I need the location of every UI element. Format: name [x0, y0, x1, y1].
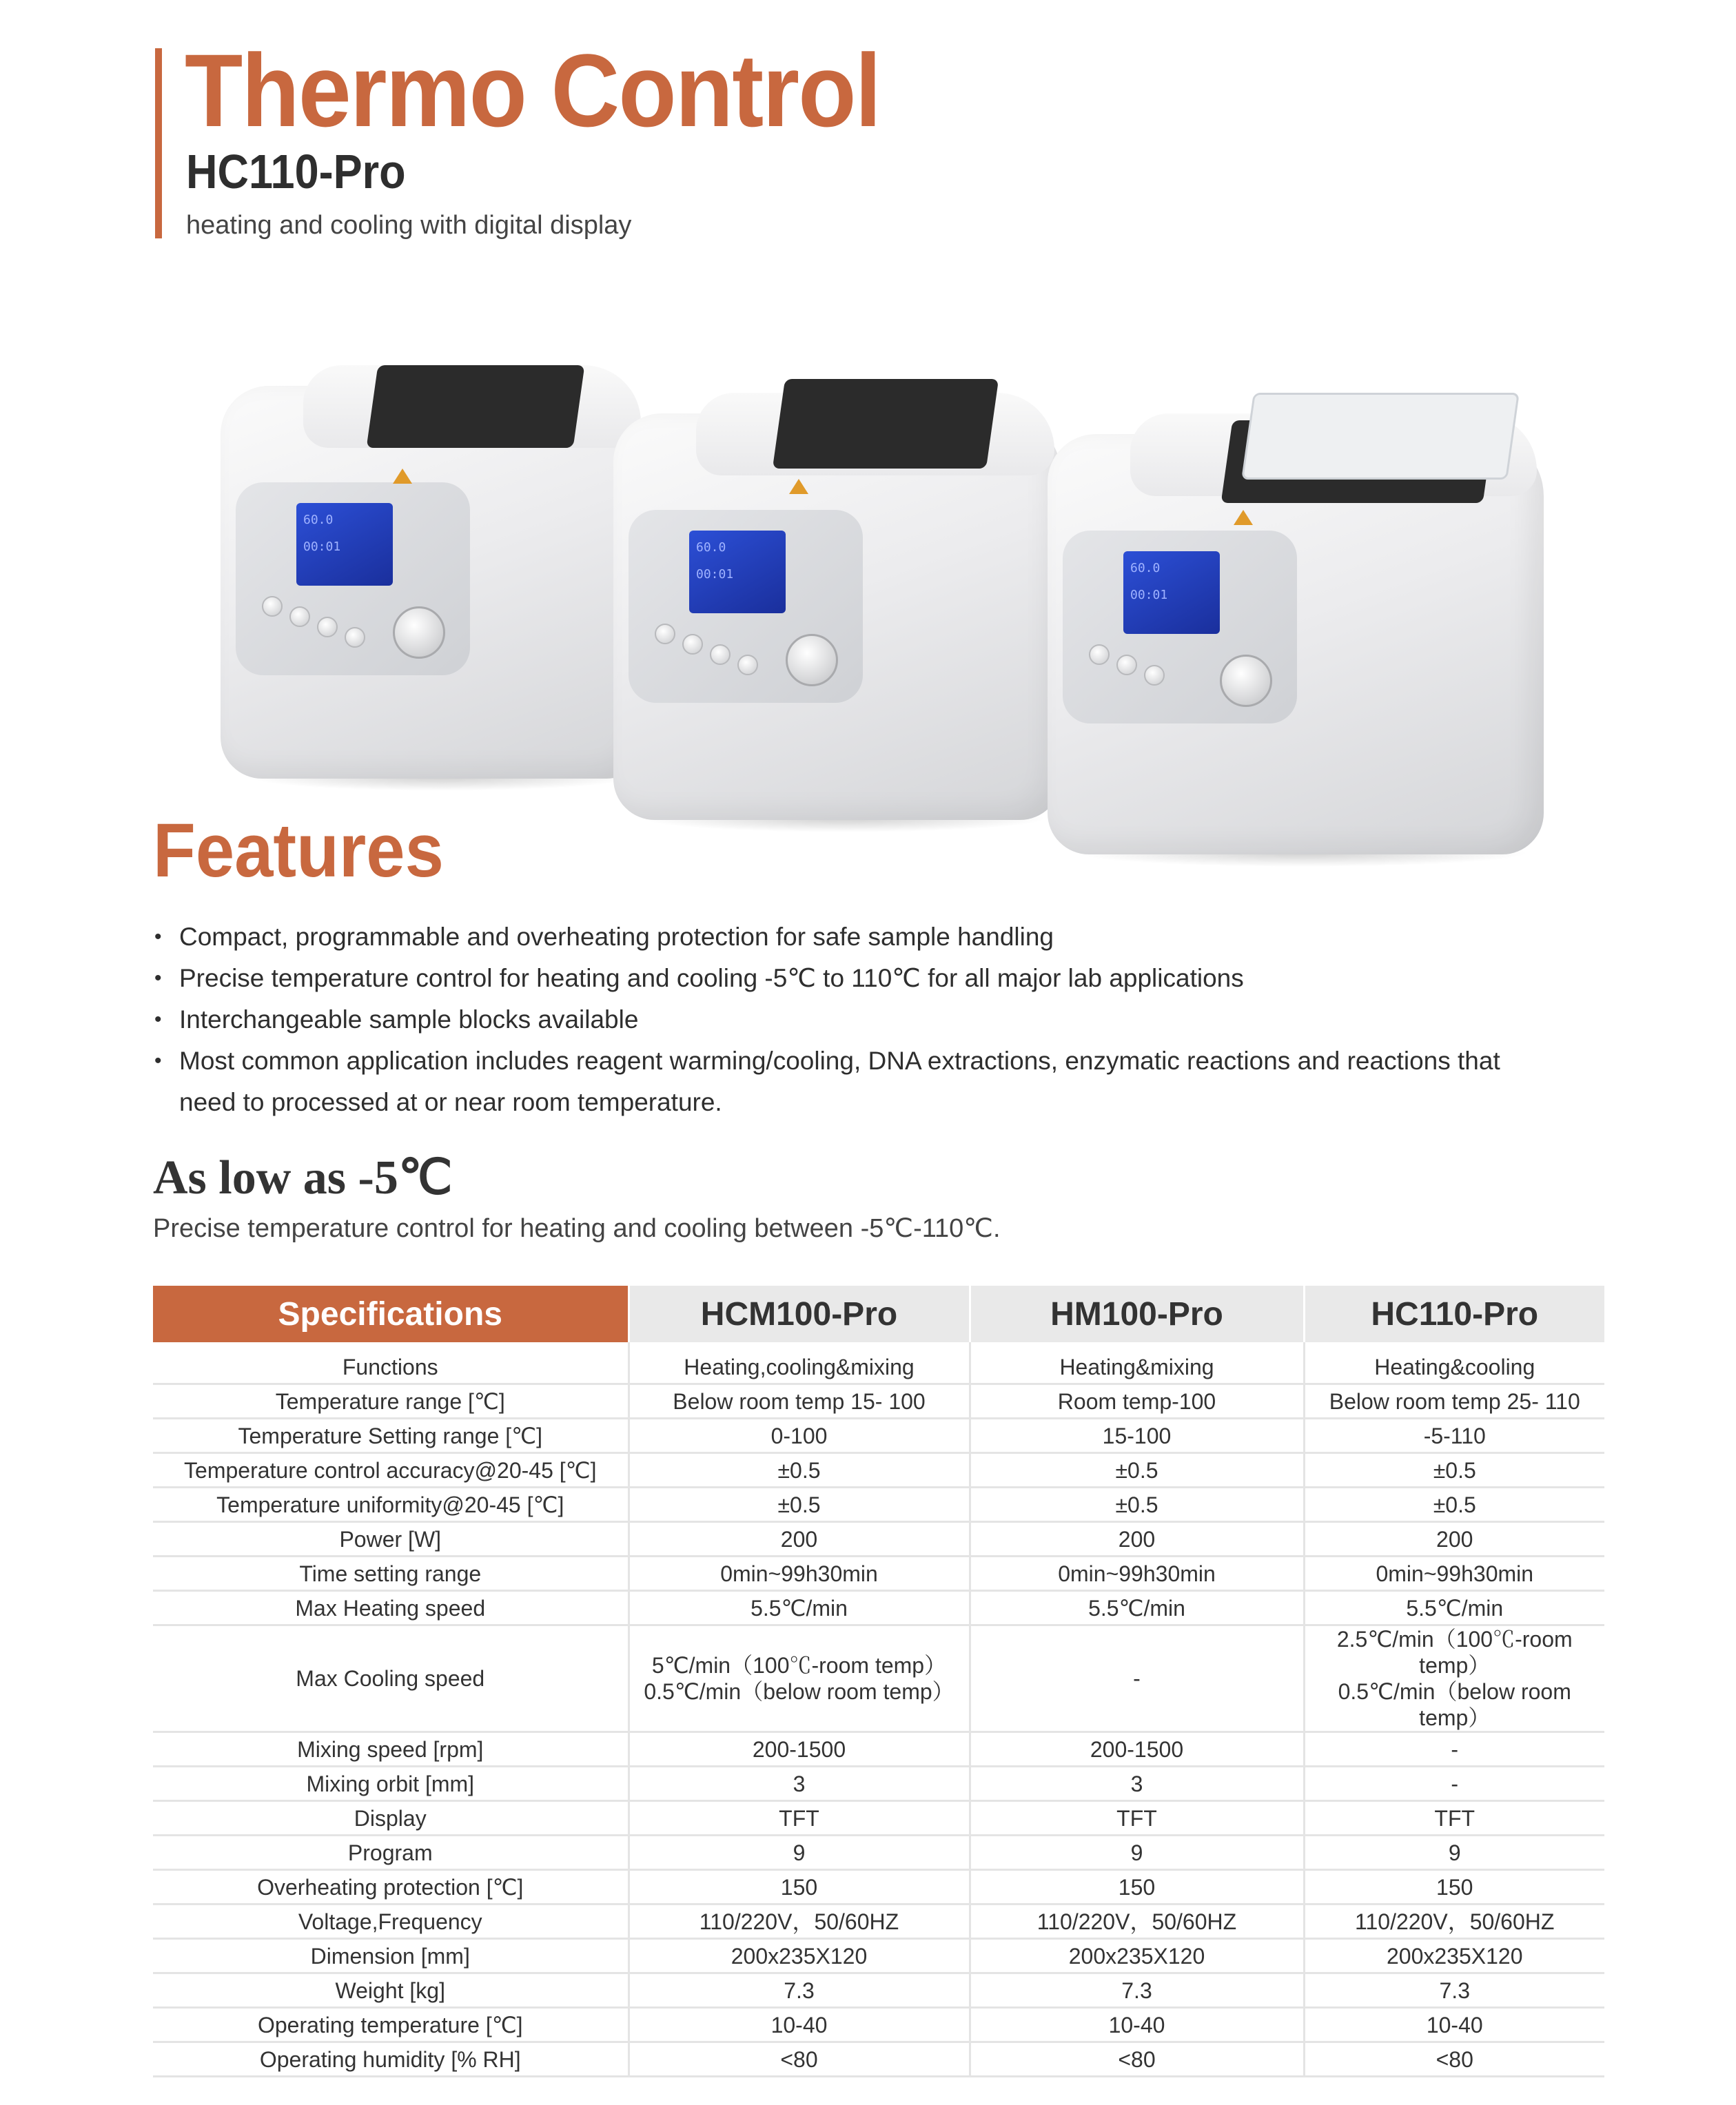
table-row — [153, 1939, 1604, 1973]
table-body — [153, 1342, 1604, 2077]
table-cell: 150 — [970, 1870, 1304, 1904]
feature-item: • Most common application includes reagent warming/cooling, DNA extractions, enzymatic reactions and reactions that need to processed at or near room temperature. — [153, 1040, 1544, 1123]
table-cell: ±0.5 — [970, 1453, 1304, 1488]
table-cell: Overheating protection [℃] — [153, 1870, 629, 1904]
table-row — [153, 1591, 1604, 1625]
table-cell: ±0.5 — [1304, 1488, 1604, 1522]
table-cell: 200x235X120 — [1304, 1939, 1604, 1973]
display-time: 00:01 — [1130, 588, 1168, 602]
display-screen — [1123, 551, 1220, 634]
panel-button — [737, 655, 758, 675]
table-cell: 110/220V，50/60HZ — [1304, 1904, 1604, 1939]
table-header-row — [153, 1286, 1604, 1342]
table-cell: Heating&cooling — [1304, 1342, 1604, 1384]
table-cell: TFT — [970, 1801, 1304, 1836]
table-cell: 3 — [970, 1767, 1304, 1801]
table-cell: 200x235X120 — [970, 1939, 1304, 1973]
bullet-icon: • — [154, 967, 162, 989]
table-cell: 0min~99h30min — [629, 1557, 970, 1591]
panel-button — [1116, 655, 1137, 675]
table-row — [153, 1488, 1604, 1522]
table-cell: Weight [kg] — [153, 1973, 629, 2008]
feature-item: • Interchangeable sample blocks available — [153, 999, 1531, 1040]
table-header-cell: Specifications — [153, 1286, 629, 1342]
device-hc110-pro — [1048, 372, 1544, 854]
table-cell: Heating,cooling&mixing — [629, 1342, 970, 1384]
table-row — [153, 2008, 1604, 2042]
table-cell: Operating humidity [% RH] — [153, 2042, 629, 2077]
low-temp-text: Precise temperature control for heating and cooling between -5℃-110℃. — [153, 1214, 1001, 1243]
table-cell: 9 — [629, 1836, 970, 1870]
device-hm100-pro — [613, 351, 1061, 820]
display-time: 00:01 — [303, 540, 341, 554]
table-cell: Mixing speed [rpm] — [153, 1732, 629, 1767]
table-cell: ±0.5 — [629, 1488, 970, 1522]
bullet-icon: • — [154, 925, 162, 948]
table-cell: Functions — [153, 1342, 629, 1384]
display-temperature: 60.0 — [1130, 561, 1161, 575]
pcr-plate — [1241, 393, 1520, 480]
panel-button — [289, 606, 310, 627]
table-cell: Max Heating speed — [153, 1591, 629, 1625]
table-cell: 10-40 — [629, 2008, 970, 2042]
table-cell: Dimension [mm] — [153, 1939, 629, 1973]
table-row — [153, 1973, 1604, 2008]
table-cell: Below room temp 25- 110 — [1304, 1384, 1604, 1419]
table-cell: 10-40 — [970, 2008, 1304, 2042]
specifications-table — [153, 1286, 1604, 2077]
table-cell: 5℃/min（100℃-room temp） 0.5℃/min（below room temp） — [629, 1625, 970, 1732]
table-cell: ±0.5 — [1304, 1453, 1604, 1488]
display-temperature: 60.0 — [303, 513, 334, 527]
table-cell: Below room temp 15- 100 — [629, 1384, 970, 1419]
table-cell: 5.5℃/min — [629, 1591, 970, 1625]
table-cell: Temperature uniformity@20-45 [℃] — [153, 1488, 629, 1522]
table-cell: 0min~99h30min — [970, 1557, 1304, 1591]
warning-icon — [1234, 510, 1253, 525]
bullet-icon: • — [154, 1008, 162, 1031]
page-title: Thermo Control — [185, 32, 881, 148]
low-temp-heading: As low as -5℃ — [153, 1151, 453, 1204]
table-header-cell: HM100-Pro — [970, 1286, 1304, 1342]
table-cell: 110/220V，50/60HZ — [970, 1904, 1304, 1939]
page-subtitle: heating and cooling with digital display — [186, 211, 632, 240]
panel-button — [655, 624, 675, 644]
panel-button — [1089, 644, 1110, 665]
table-cell: Program — [153, 1836, 629, 1870]
table-cell: 7.3 — [629, 1973, 970, 2008]
feature-item: • Compact, programmable and overheating protection for safe sample handling — [153, 916, 1531, 958]
table-row — [153, 1801, 1604, 1836]
table-cell: Mixing orbit [mm] — [153, 1767, 629, 1801]
table-cell: Temperature range [℃] — [153, 1384, 629, 1419]
table-cell: 150 — [629, 1870, 970, 1904]
table-row — [153, 1836, 1604, 1870]
table-cell: - — [1304, 1732, 1604, 1767]
table-cell: 3 — [629, 1767, 970, 1801]
table-cell: 9 — [1304, 1836, 1604, 1870]
product-image — [221, 303, 1585, 854]
sample-block — [367, 365, 585, 448]
table-row — [153, 1767, 1604, 1801]
display-screen — [296, 503, 393, 586]
display-time: 00:01 — [696, 567, 734, 582]
table-row — [153, 1342, 1604, 1384]
table-cell: 2.5℃/min（100℃-room temp） 0.5℃/min（below room temp） — [1304, 1625, 1604, 1732]
panel-button — [710, 644, 731, 665]
table-cell: TFT — [629, 1801, 970, 1836]
table-cell: - — [970, 1625, 1304, 1732]
table-cell: 15-100 — [970, 1419, 1304, 1453]
table-cell: Temperature Setting range [℃] — [153, 1419, 629, 1453]
table-cell: - — [1304, 1767, 1604, 1801]
table-cell: -5-110 — [1304, 1419, 1604, 1453]
table-cell: 7.3 — [970, 1973, 1304, 2008]
table-row — [153, 1870, 1604, 1904]
table-cell: 110/220V，50/60HZ — [629, 1904, 970, 1939]
table-cell: Operating temperature [℃] — [153, 2008, 629, 2042]
features-list — [153, 916, 1531, 1123]
panel-button — [345, 627, 365, 648]
panel-button — [1144, 665, 1165, 686]
table-row — [153, 1557, 1604, 1591]
table-cell: 5.5℃/min — [970, 1591, 1304, 1625]
table-cell: 0-100 — [629, 1419, 970, 1453]
table-cell: ±0.5 — [629, 1453, 970, 1488]
display-screen — [689, 531, 786, 613]
warning-icon — [789, 479, 808, 494]
table-cell: Time setting range — [153, 1557, 629, 1591]
table-cell: 5.5℃/min — [1304, 1591, 1604, 1625]
table-cell: Heating&mixing — [970, 1342, 1304, 1384]
panel-button — [262, 596, 283, 617]
table-row — [153, 2042, 1604, 2077]
table-cell: 200 — [970, 1522, 1304, 1557]
device-hcm100-pro — [221, 324, 648, 779]
table-row — [153, 1384, 1604, 1419]
table-cell: 200-1500 — [629, 1732, 970, 1767]
warning-icon — [393, 469, 412, 484]
table-cell: TFT — [1304, 1801, 1604, 1836]
table-cell: Max Cooling speed — [153, 1625, 629, 1732]
table-row — [153, 1732, 1604, 1767]
table-cell: Power [W] — [153, 1522, 629, 1557]
table-cell: Display — [153, 1801, 629, 1836]
panel-button — [317, 617, 338, 637]
table-cell: 7.3 — [1304, 1973, 1604, 2008]
table-cell: 200 — [1304, 1522, 1604, 1557]
control-knob — [393, 606, 445, 659]
table-row — [153, 1522, 1604, 1557]
table-row — [153, 1453, 1604, 1488]
table-cell: 200x235X120 — [629, 1939, 970, 1973]
panel-button — [682, 634, 703, 655]
display-temperature: 60.0 — [696, 540, 726, 555]
table-cell: Room temp-100 — [970, 1384, 1304, 1419]
table-header-cell: HC110-Pro — [1304, 1286, 1604, 1342]
table-cell: <80 — [970, 2042, 1304, 2077]
feature-item: • Precise temperature control for heating and cooling -5℃ to 110℃ for all major lab applications — [153, 958, 1531, 999]
control-knob — [786, 634, 838, 686]
sample-block — [773, 379, 999, 469]
table-row — [153, 1625, 1604, 1732]
table-cell: 150 — [1304, 1870, 1604, 1904]
table-cell: 0min~99h30min — [1304, 1557, 1604, 1591]
features-heading: Features — [153, 808, 444, 893]
table-row — [153, 1904, 1604, 1939]
table-cell: <80 — [629, 2042, 970, 2077]
table-cell: 200 — [629, 1522, 970, 1557]
bullet-icon: • — [154, 1049, 162, 1072]
table-cell: ±0.5 — [970, 1488, 1304, 1522]
table-row — [153, 1419, 1604, 1453]
table-cell: Voltage,Frequency — [153, 1904, 629, 1939]
table-cell: <80 — [1304, 2042, 1604, 2077]
model-name: HC110-Pro — [186, 145, 406, 198]
table-cell: 200-1500 — [970, 1732, 1304, 1767]
table-cell: 10-40 — [1304, 2008, 1604, 2042]
table-cell: 9 — [970, 1836, 1304, 1870]
table-header-cell: HCM100-Pro — [629, 1286, 970, 1342]
control-knob — [1220, 655, 1272, 707]
table-cell: Temperature control accuracy@20-45 [℃] — [153, 1453, 629, 1488]
title-accent-bar — [155, 48, 162, 238]
